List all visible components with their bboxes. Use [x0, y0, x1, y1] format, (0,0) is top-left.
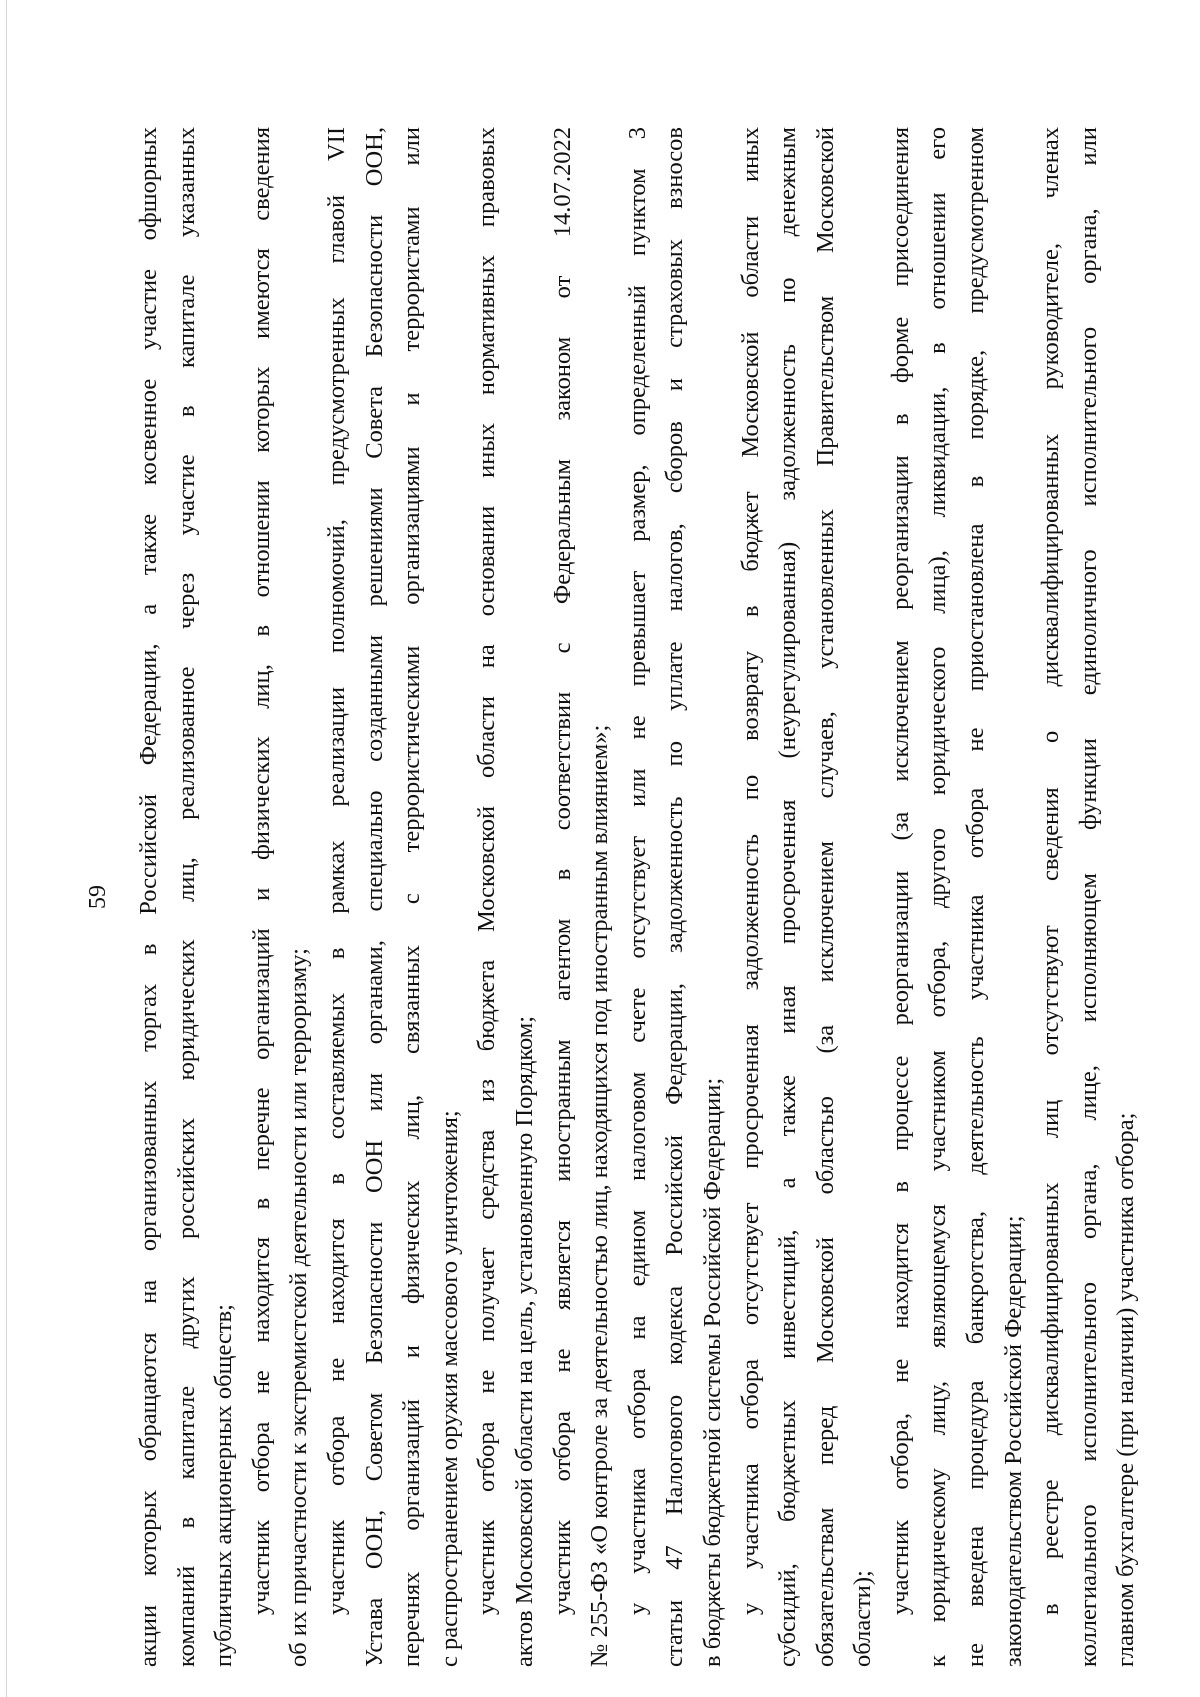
text-line: компаний в капитале других российских юридических лиц, реализованное через участие в капитале указанных	[172, 127, 200, 1667]
scan-page-edge	[6, 0, 7, 1697]
text-line: у участника отбора на едином налоговом счете отсутствует или не превышает размер, определенный пунктом 3	[623, 127, 651, 1615]
text-line: актов Московской области на цель, установленную Порядком;	[510, 1015, 538, 1667]
text-line: законодательством Российской Федерации;	[999, 1215, 1027, 1667]
text-line: в реестре дисквалифицированных лиц отсутствуют сведения о дисквалифицированных руководителе, членах	[1037, 127, 1065, 1615]
text-line: акции которых обращаются на организованных торгах в Российской Федерации, а также косвенное участие офшорных	[135, 127, 162, 1667]
text-line: не введена процедура банкротства, деятельность участника отбора не приостановлена в порядке, предусмотренном	[962, 127, 990, 1667]
text-line: коллегиального исполнительного органа, лице, исполняющем функции единоличного исполнительного органа, или	[1074, 127, 1102, 1667]
text-line: у участника отбора отсутствует просроченная задолженность по возврату в бюджет Московской области иных	[736, 127, 764, 1615]
text-line: с распространением оружия массового уничтожения;	[435, 1110, 463, 1667]
text-line: участник отбора не находится в составляемых в рамках реализации полномочий, предусмотренных главой VII	[322, 127, 350, 1615]
text-line: участник отбора не находится в перечне организаций и физических лиц, в отношении которых имеются сведения	[247, 127, 275, 1615]
text-line: статьи 47 Налогового кодекса Российской Федерации, задолженность по уплате налогов, сборов и страховых взносов	[661, 127, 689, 1667]
text-line: Устава ООН, Советом Безопасности ООН или органами, специально созданными решениями Совета Безопасности ООН,	[360, 127, 388, 1667]
text-line: к юридическому лицу, являющемуся участником отбора, другого юридического лица), ликвидации, в отношении его	[924, 127, 952, 1667]
text-line: участник отбора, не находится в процессе реорганизации (за исключением реорганизации в форме присоединения	[886, 127, 914, 1615]
page-number: 59	[85, 885, 111, 909]
text-line: перечнях организаций и физических лиц, связанных с террористическими организациями и террористами или	[398, 127, 426, 1667]
text-line: области);	[849, 1570, 877, 1667]
text-line: участник отбора не получает средства из бюджета Московской области на основании иных нормативных правовых	[473, 127, 501, 1615]
text-line: обязательствам перед Московской областью (за исключением случаев, установленных Правительством Московской	[811, 127, 839, 1667]
text-line: главном бухгалтере (при наличии) участника отбора;	[1112, 1112, 1140, 1667]
text-line: субсидий, бюджетных инвестиций, а также иная просроченная (неурегулированная) задолженность по денежным	[774, 127, 802, 1667]
document-body	[130, 127, 1145, 1667]
text-line: № 255-ФЗ «О контроле за деятельностью лиц, находящихся под иностранным влиянием»;	[586, 724, 614, 1667]
text-line: об их причастности к экстремистской деятельности или терроризму;	[285, 948, 313, 1667]
text-line: участник отбора не является иностранным агентом в соответствии с Федеральным законом от 14.07.2022	[548, 127, 576, 1615]
text-line: в бюджеты бюджетной системы Российской Федерации;	[698, 1077, 726, 1667]
text-line: публичных акционерных обществ;	[210, 1304, 238, 1667]
rotated-page	[62, 127, 1140, 1667]
